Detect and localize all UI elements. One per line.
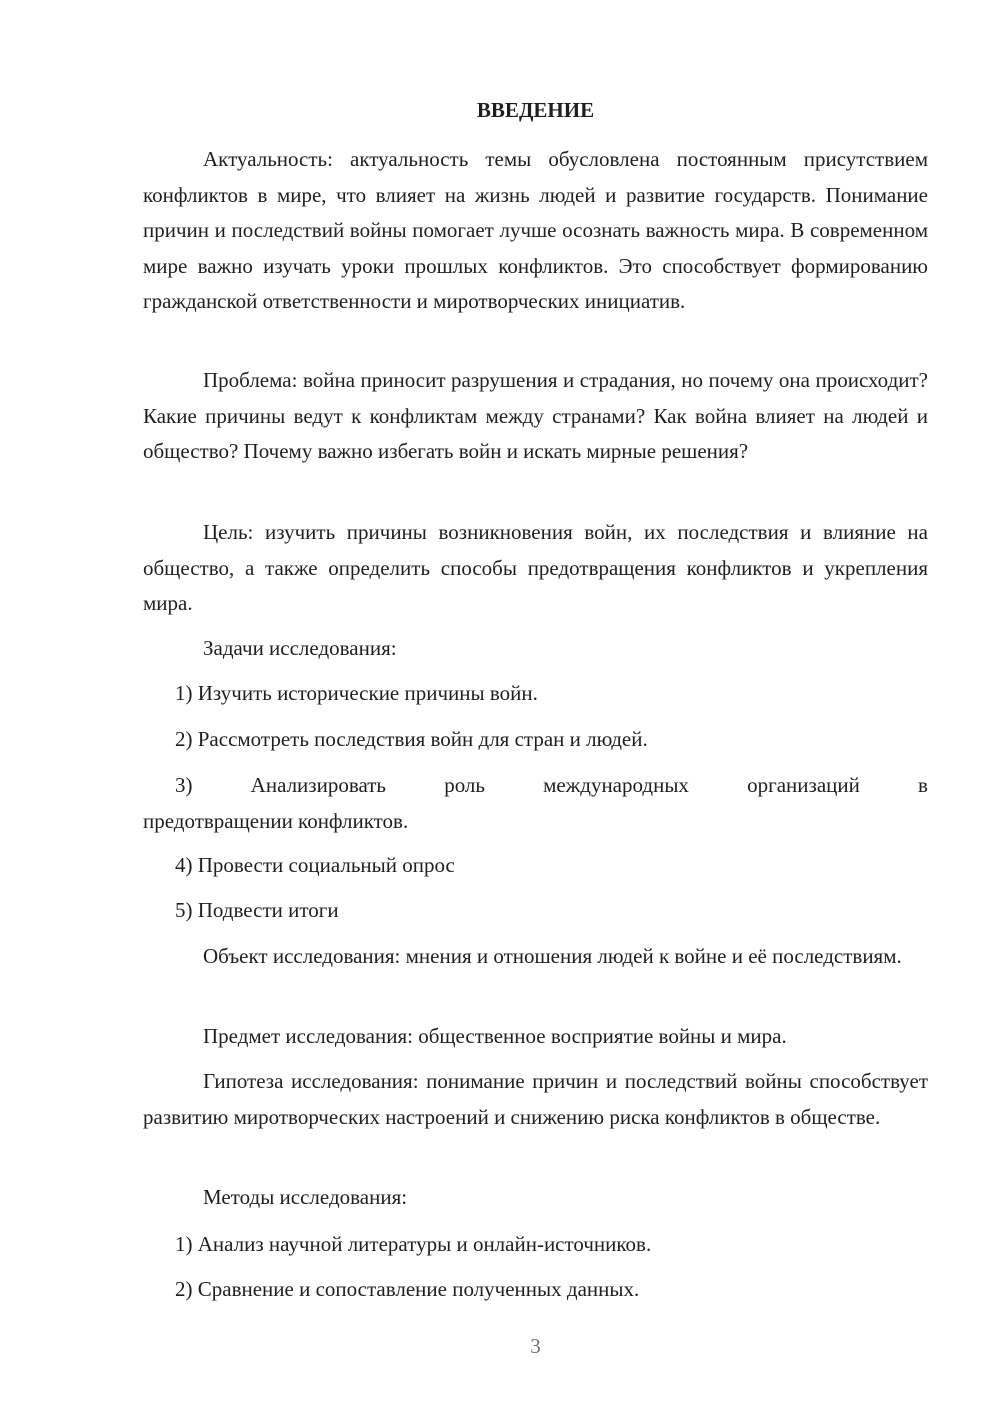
goal-paragraph: Цель: изучить причины возникновения войн, их последствия и влияние на общество, а также определить способы предотвращения конфликтов и укрепления мира.: [143, 520, 928, 615]
task-item-3-line: [143, 768, 928, 804]
task-item-5: 5) Подвести итоги: [175, 898, 339, 922]
object-paragraph: Объект исследования: мнения и отношения людей к войне и её последствиям.: [203, 944, 902, 968]
task-item-3: [143, 768, 928, 839]
task-word: в: [918, 773, 928, 797]
task-word: Анализировать: [250, 773, 387, 797]
methods-label: Методы исследования:: [203, 1185, 408, 1209]
method-item-2: 2) Сравнение и сопоставление полученных данных.: [175, 1277, 640, 1301]
task-word: организаций: [747, 773, 860, 797]
relevance-paragraph: Актуальность: актуальность темы обусловлена постоянным присутствием конфликтов в мире, что влияет на жизнь людей и развитие государств. Понимание причин и последствий войны помогает лучше осознать важность мира. В современном мире важно изучать уроки прошлых конфликтов. Это способствует формированию гражданской ответственности и миротворческих инициатив.: [143, 147, 928, 313]
page-number: 3: [530, 1334, 541, 1358]
task-item-2: 2) Рассмотреть последствия войн для стран и людей.: [175, 727, 648, 751]
section-title: ВВЕДЕНИЕ: [476, 98, 595, 122]
subject-paragraph: Предмет исследования: общественное восприятие войны и мира.: [203, 1024, 787, 1048]
task-item-3-continuation: предотвращении конфликтов.: [143, 808, 409, 833]
method-item-1: 1) Анализ научной литературы и онлайн-источников.: [175, 1232, 652, 1256]
task-word: роль: [444, 773, 485, 797]
document-page: [143, 0, 928, 1414]
task-word: международных: [543, 773, 689, 797]
problem-paragraph: Проблема: война приносит разрушения и страдания, но почему она происходит? Какие причины ведут к конфликтам между странами? Как война влияет на людей и общество? Почему важно избегать войн и искать мирные решения?: [143, 368, 928, 463]
hypothesis-paragraph: Гипотеза исследования: понимание причин и последствий войны способствует развитию миротворческих настроений и снижению риска конфликтов в обществе.: [143, 1069, 928, 1129]
task-word: 3): [175, 773, 193, 797]
task-item-1: 1) Изучить исторические причины войн.: [175, 681, 538, 705]
tasks-label: Задачи исследования:: [203, 636, 397, 660]
task-item-4: 4) Провести социальный опрос: [175, 853, 455, 877]
